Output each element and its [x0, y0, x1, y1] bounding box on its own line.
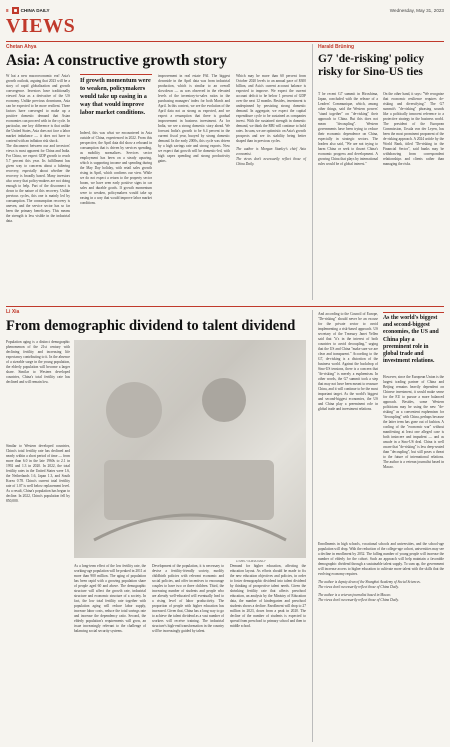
article3-sidebar	[6, 340, 70, 440]
article1-column-2	[80, 131, 152, 291]
article2-column-1-text: T he recent G7 summit in Hiroshima, Japan, concluded with the release of a Leaders' Communique, which, among other things, said the Western powers' "stand together" on "de-risking" their approach to China. But this does not mean "decoupling". Western governments have been trying to reduce their economic dependence on China, especially in strategic sectors. The leaders also said, "We are not trying to harm China or seek to thwart China's economic progress and development. A growing China that plays by international rules would be of global interest."	[318, 92, 378, 166]
article3-column-1	[6, 444, 70, 740]
article2-column-4-text: However, since the European Union is the largest trading partner of China and Beijing remains heavily dependent on Chinese investment, it would make sense for the EU to pursue a more balanced approach. Besides, some Western politicians may be using the new "de-risking" as a convenient euphemism for "decoupling" with China, perhaps because the latter term has gone out of fashion. A cooling of the "economic war" without manifesting at least one alleged case is both insincere and impudent — and as unsafe in a Sino-US deal. China is well aware that "de-risking" is less deep-seated than "decoupling", but still poses a threat to the future of international relations. The author is a veteran journalist based in Macao.	[383, 375, 444, 469]
article3-byline: Li Xia	[6, 309, 20, 315]
article3-headline: From demographic dividend to talent dividend	[6, 318, 296, 334]
article3-column-3-text: Development of the population, it is necessary to devise a fertility-friendly society, modify childbirth policies with relevant economic and social policies, and offer incentives to encourage couples to have two or three children. Third, the increasing number of students and people who are already well-educated will eventually lead to a rising level of labor productivity. The proportion of people with higher education has increased. Given that, China has a long way to go to achieve the talent dividend as a vast number of workers will receive training. The industrial structure's high-end transformation in the country will be increasingly guided by talent.	[152, 564, 224, 633]
issue-date: Wednesday, May 31, 2023	[389, 7, 444, 13]
article1-disclaimer: The views don't necessarily reflect those of China Daily.	[236, 157, 306, 166]
article2-column-2	[383, 92, 444, 300]
article1-column-3	[158, 74, 230, 290]
section-title: VIEWS	[6, 15, 76, 37]
article1-column-2-text: Indeed, this was what we encountered in Asia outside of China, experienced in 2022. From this perspective, the April data did show a rebound in consumption that is driven by services spending, as mobility normalizes. Services sector employment has been on a steady upswing, which is supporting income and spending during the May Day holiday, with retail sales growth rising in April, which confirms our view. While we do not expect a return to the property sector boom, we have seen early positive signs in car sales and durable goods. If growth momentum were to weaken, policymakers would take up easing in a way that would improve labor market conditions.	[80, 131, 152, 205]
article1-author-note: The author is Morgan Stanley's chief Asia economist.	[236, 147, 306, 156]
article-illustration	[74, 340, 306, 558]
article1-column-1b-text: The disconnect between our and investors' views is most apparent for China and India. For China, we expect GDP growth to reach 5.7 percent this year. Its fulfillment has given way to concerns about a faltering recovery, especially about whether the recovery is broadly based. Many investors also worry that policy-makers are not doing enough to help. Part of the disconnect is down to the nature of this recovery. Unlike previous cycles, this one is mainly led by consumption. The consumption recovery is uneven, and the service sector has so far been the primary beneficiary. This means the strength is less visible in the industrial data.	[6, 144, 70, 223]
photo-credit: LI MIN / CHINA DAILY	[236, 559, 266, 563]
illustration-graphic-icon	[74, 340, 306, 558]
article2-disclaimer: The views don't necessarily reflect those of China Daily.	[318, 598, 399, 602]
article2-column-3	[318, 312, 378, 537]
article2-author-note: The author is a veteran journalist based in Macao.	[318, 593, 392, 597]
pull-quote-bar-2	[383, 312, 444, 313]
article3-column-4	[230, 564, 306, 740]
article3-column-1-text: Similar to Western developed countries, China's total fertility rate has declined and nearly within a short period of time — from more than 6.0 in the late 1960s to 2.1 in 1992 and 1.3 in 2020. In 2022, the total fertility rates in the United States were 1.6, the Netherlands 1.6, Japan 1.3, and South Korea 0.78. China's current total fertility rate of 1.07 is well below replacement level. As a result, China's population has begun to decline. In 2022, China's population fell by 850,000.	[6, 444, 70, 503]
article1-column-3-text: improvement in real estate FAI. The biggest downside in the April data was from industrial production, which is similar to an overall slowdown — as was observed in the elevated levels of the inventory-to-sales ratios in the purchasing managers' index for both March and April. In this context, we see the evolution of the April data not as strong as expected, and we expect a resumption that there is gradual improvement in business investment. As for India, we see a strong domestic story ahead. We forecast India's growth to be 6.4 percent in the current fiscal year, buoyed by strong domestic demand. In the early 2000s, this cycle was driven by a high savings rate and strong exports. Now we expect that growth will be domestic-led, with high capex spending and strong productivity gains.	[158, 74, 230, 163]
article2-column-1	[318, 92, 378, 300]
article3-column-2-text: As a long-term effect of the low fertility rate, the working-age population will be peaked in 2011 at more than 900 million. The aging of population has been rapid with a growing population share of people aged 60 and above. The demographic structure will affect the growth rate, industrial structure and economic structure of a society. In fact, the low total fertility rate together with population aging will reduce labor supply, increase labor costs, reduce the total savings rate and increase the dependency ratio. Second, the elderly population's requirements will grow, an issue increasingly relevant to the challenge of balancing social security systems.	[74, 564, 146, 633]
article1-column-1-text: W hat a new macroeconomic era! Asia's growth outlook, arguing that 2023 will be a story of rapid globalization and growth convergence. Investors have traditionally viewed Asia as a derivative of the US economy. Unlike previous downturns, Asia can be expected to be more resilient. Three factors have converged to make up a positive domestic demand that Asian economies can proceed with in the cycle. In particular, one key difference is that unlike the United States, Asia does not face a labor market imbalance — it does not have to contend with an inflation risk shock.	[6, 74, 70, 143]
article-separator	[6, 306, 444, 307]
article2-column-4	[383, 375, 444, 537]
article3-column-5-text: Enrollments in high schools, vocational schools and universities, and the school-age population will drop. With the reduction of the college-age cohort, universities may see a decline in enrollment by 2032. The falling number of young people will increase the number of elderly for the cohort. Such an approach will help maintain a favorable demographic dividend through a sustainable talent supply. To sum up, the government will increase access to higher education to cultivate more talent with the skills that the evolving economy requires.	[318, 542, 444, 576]
article3-column-5	[318, 542, 444, 740]
article1-pull-quote-text: If growth momentum were to weaken, policymakers would take up easing in a way that would improve labor market conditions.	[80, 77, 151, 116]
article3-column-4-text: Demand for higher education, affecting the education layout. As efforts should be made to fix the new education objectives and policies, in order to foster demographic dividend into talent dividend by thinking of prospective talent needs. Given the shrinking fertility rate that affects preschool education, an analysis by the Ministry of Education data, the number of kindergarten and preschool students shows a decline. Enrollment will drop to 27 million in 2023, down from a peak in 2020. The decline of the number of students is expected to spread from preschool to primary school and then to middle school.	[230, 564, 306, 628]
article2-pull-quote-text: As the world's biggest and second-biggest economies, the US and China play a preeminent role in global trade and investment relations.	[383, 315, 439, 365]
publication-name: CHINA DAILY	[20, 7, 50, 13]
section-rule	[6, 41, 444, 42]
article3-sidebar-text: Population aging is a distinct demographic phenomenon of the 21st century with declining fertility and increasing life expectancy contributing to it. In the absence of a sizeable surge in the young population, the elderly population will become a larger share. Similar to Western developed countries, China's total fertility rate has declined and will remain low.	[6, 340, 70, 384]
pull-quote-bar	[80, 74, 152, 75]
article2-headline: G7 'de-risking' policy risky for Sino-US ties	[318, 53, 425, 78]
publication-logo	[12, 7, 50, 14]
article2-byline: Harald Brüning	[318, 44, 355, 50]
column-divider	[312, 44, 313, 300]
article1-column-4-text: Which may be more than 60 percent from October 2020 levels to an annual pace of $300 billion, and Asia's current account balance is expected to improve. We expect the current account deficit to be below 1 percent of GDP over the next 12 months. Besides, investment is underpinned by persisting strong domestic demand. In aggregate, we expect the capital expenditure cycle to be sustained as companies invest. With the sustained strength in domestic demand, we think the RBI will continue to hold rates. In sum, we are optimistic on Asia's growth prospects and see its stability being better shaped than in previous cycles.	[236, 74, 306, 143]
column-divider-bottom	[312, 310, 313, 742]
article3-column-2	[74, 564, 146, 740]
article3-column-3	[152, 564, 224, 740]
article2-column-3-text: And according to the Council of Europe, "De-risking" should never be an excuse for the private sector to avoid implementing a risk-based approach. US secretary of the Treasury Janet Yellen said that "it's in the interest of both countries to avoid decoupling," urging that the US and China "make sure we are clear and transparent." According to the G7, de-risking is a distortion of the business world. Against the backdrop of Sino-US tensions, there is a concern that "de-risking" is merely a euphemism. In other words, the G7 summit took a step that may not have been meant to reassure China, and it will continue to be the most important target. As the world's biggest and second-biggest economies, the US and China play a preeminent role in global trade and investment relations.	[318, 312, 378, 411]
article3-author-note: The author is deputy dean of the Shanghai Academy of Social Sciences.	[318, 580, 421, 584]
article3-disclaimer: The views don't necessarily reflect those of China Daily.	[318, 585, 399, 589]
article2-column-2-text: On the other hand, it says: "We recognize that economic resilience requires de-risking and diversifying." The G7 summit's "de-risking" phrasing sounds like a politically innocent reference to a protective strategy in the business world. The president of the European Commission, Ursula von der Leyen, has been the most prominent proponent of the de-risking approach. A 2024 article by the World Bank, titled "De-risking in the Financial Sector", said banks may be withdrawing from correspondent relationships and clients rather than managing the risks.	[383, 92, 444, 166]
article1-column-4	[236, 74, 306, 290]
article1-pull-quote	[80, 74, 152, 117]
article1-byline: Chetan Ahya	[6, 44, 37, 50]
china-daily-logo-icon	[12, 7, 19, 14]
article2-pull-quote	[383, 312, 444, 365]
article1-headline: Asia: A constructive growth story	[6, 52, 227, 69]
article1-column-1	[6, 74, 70, 223]
page-number: 8	[6, 7, 9, 13]
